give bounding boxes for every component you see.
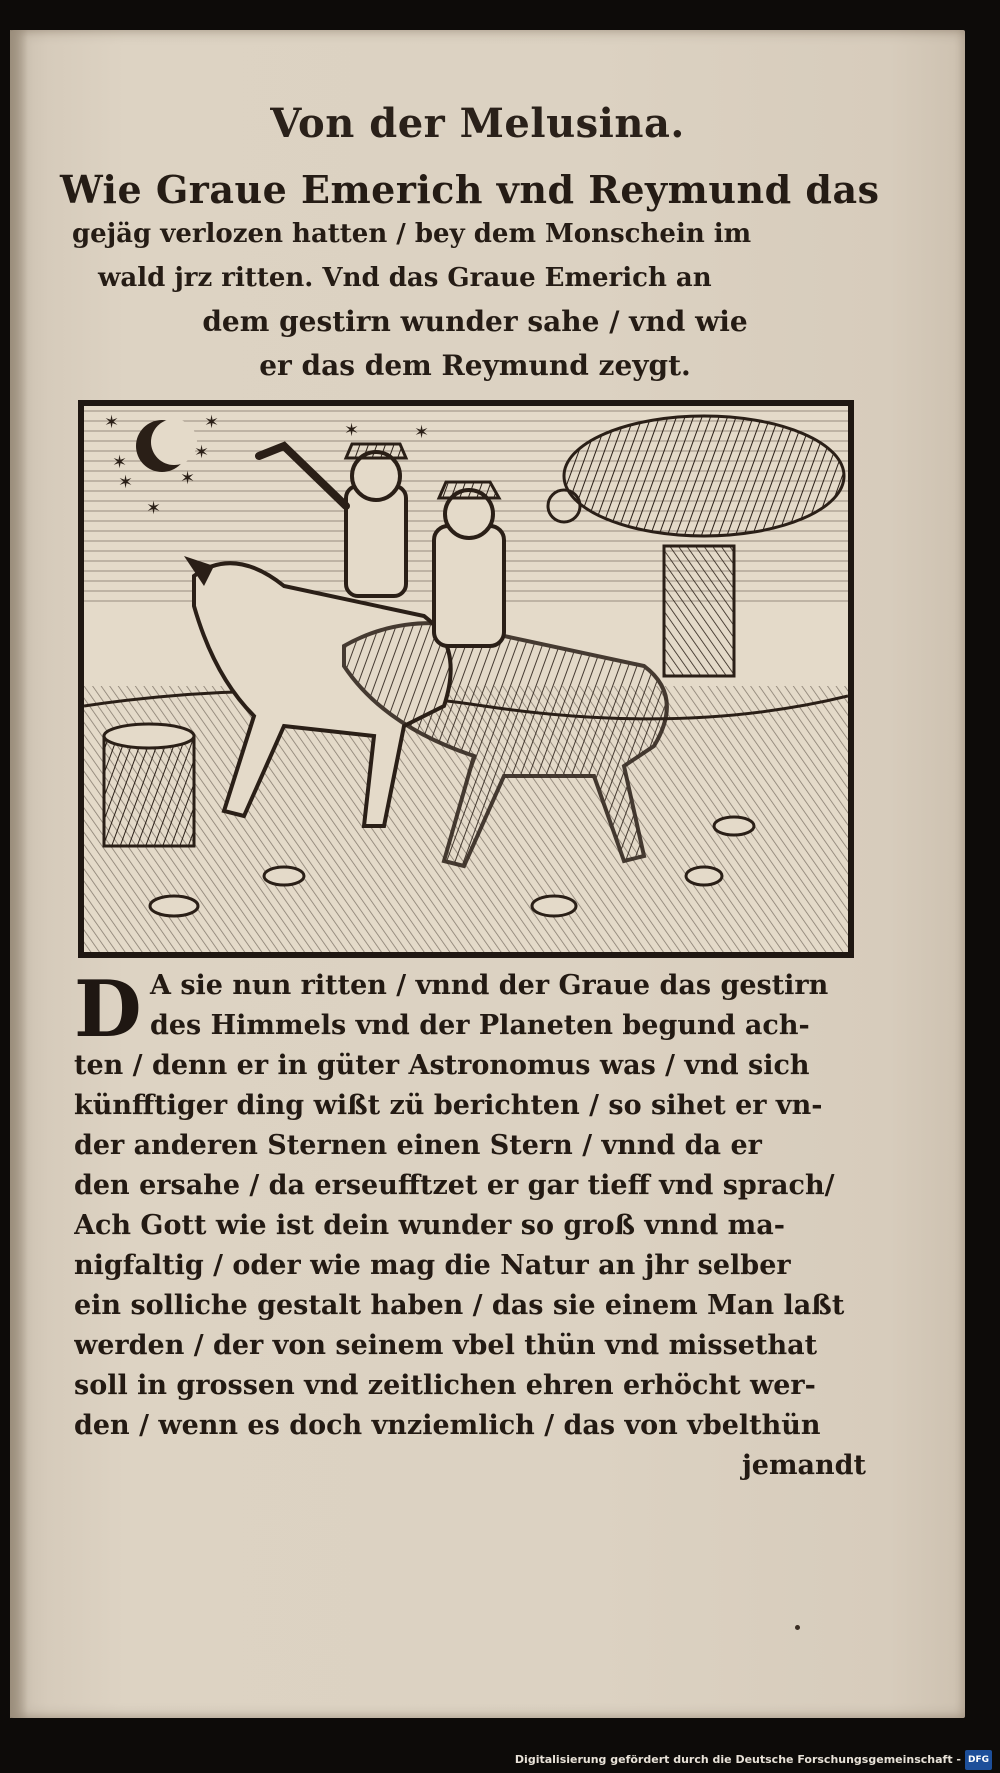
digitization-footer [515, 1751, 992, 1769]
chapter-heading-line: wald jrz ritten. Vnd das Graue Emerich an [98, 263, 712, 293]
text-line: A sie nun ritten / vnnd der Graue das gestirn [150, 970, 829, 1001]
chapter-heading [60, 168, 890, 388]
page-gutter [10, 30, 28, 1718]
chapter-heading-line: er das dem Reymund zeygt. [259, 349, 691, 382]
dfg-logo-icon: DFG [965, 1750, 992, 1770]
footer-text: Digitalisierung gefördert durch die Deutsche Forschungsgemeinschaft - [514, 1753, 961, 1766]
woodcut-drawing [84, 406, 848, 952]
svg-text:✶: ✶ [112, 452, 128, 473]
body-text [74, 966, 882, 1486]
catchword: jemandt [742, 1450, 866, 1481]
text-line: nigfaltig / oder wie mag die Natur an jhr selber [74, 1250, 791, 1281]
text-line: der anderen Sternen einen Stern / vnnd da er [74, 1130, 762, 1161]
svg-text:✶: ✶ [414, 422, 430, 443]
text-line: soll in grossen vnd zeitlichen ehren erhöcht wer- [74, 1370, 816, 1401]
svg-text:✶: ✶ [180, 468, 196, 489]
text-line: künfftiger ding wißt zü berichten / so sihet er vn- [74, 1090, 823, 1121]
chapter-heading-line: gejäg verlozen hatten / bey dem Monschein im [72, 219, 752, 249]
running-head: Von der Melusina. [270, 100, 685, 147]
svg-text:✶: ✶ [194, 442, 210, 463]
text-line: werden / der von seinem vbel thün vnd missethat [74, 1330, 818, 1361]
woodcut-illustration [78, 400, 854, 958]
text-line: ein solliche gestalt haben / das sie einem Man laßt [74, 1290, 845, 1321]
chapter-heading-line: dem gestirn wunder sahe / vnd wie [202, 305, 748, 338]
ink-dot [795, 1625, 800, 1630]
svg-text:✶: ✶ [104, 412, 120, 433]
text-line: Ach Gott wie ist dein wunder so groß vnnd ma- [74, 1210, 785, 1241]
svg-text:✶: ✶ [118, 472, 134, 493]
text-line: den / wenn es doch vnziemlich / das von vbelthün [74, 1410, 821, 1441]
chapter-heading-line: Wie Graue Emerich vnd Reymund das [60, 167, 880, 212]
svg-text:✶: ✶ [204, 412, 220, 433]
text-line: des Himmels vnd der Planeten begund ach- [150, 1010, 810, 1041]
text-line: ten / denn er in güter Astronomus was / vnd sich [74, 1050, 810, 1081]
svg-text:✶: ✶ [344, 420, 360, 441]
svg-text:✶: ✶ [146, 498, 162, 519]
drop-cap-initial: D [74, 964, 142, 1055]
text-line: den ersahe / da erseufftzet er gar tieff vnd sprach/ [74, 1170, 835, 1201]
